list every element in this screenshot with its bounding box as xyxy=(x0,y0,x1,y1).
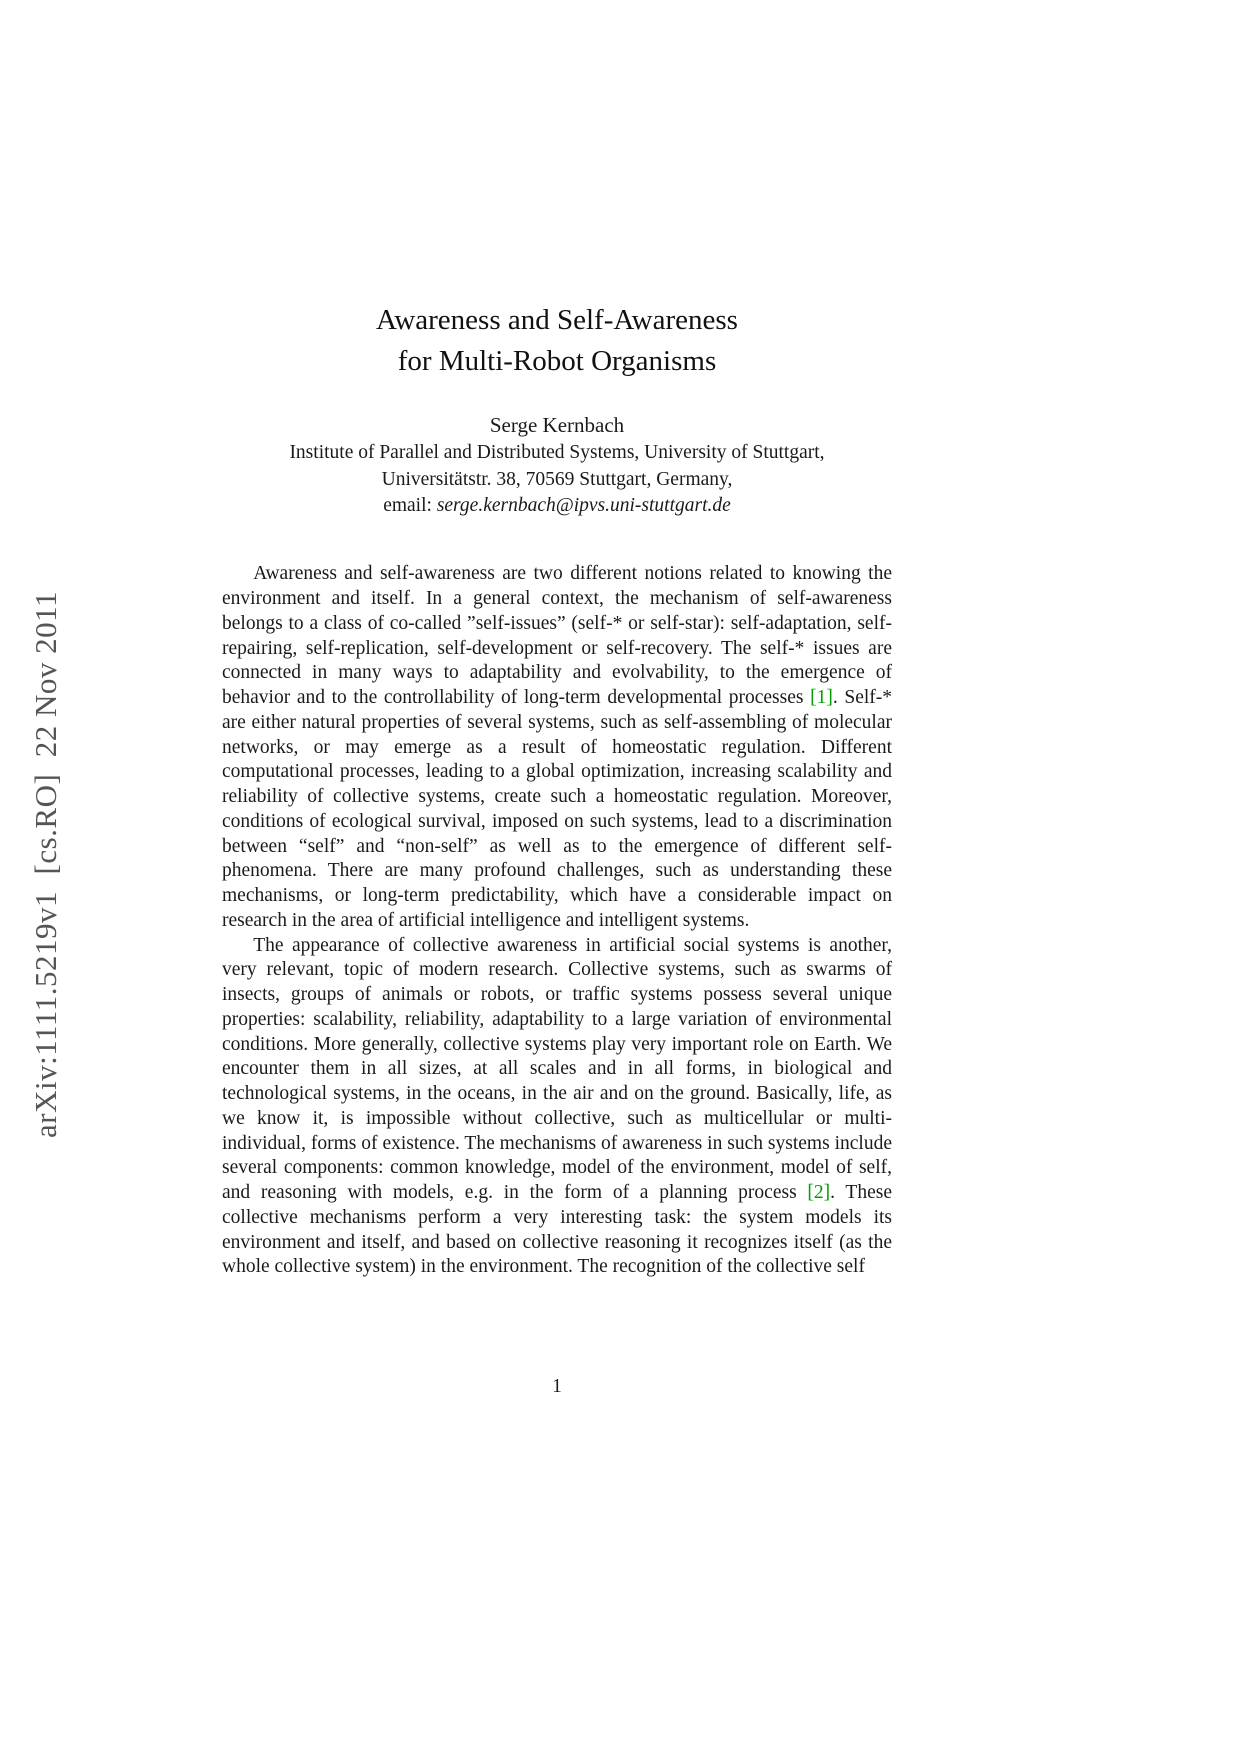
email-address: serge.kernbach@ipvs.uni-stuttgart.de xyxy=(436,495,731,517)
paragraph-2 xyxy=(222,934,892,1281)
arxiv-watermark: arXiv:1111.5219v1 [cs.RO] 22 Nov 2011 xyxy=(28,590,63,1138)
paragraph-1 xyxy=(222,562,892,933)
affiliation-line-2: Universitätstr. 38, 70569 Stuttgart, Germany, xyxy=(381,468,733,490)
title-line-2: for Multi-Robot Organisms xyxy=(397,345,717,378)
title-line-1: Awareness and Self-Awareness xyxy=(376,304,738,336)
affiliation-line-1: Institute of Parallel and Distributed Systems, University of Stuttgart, xyxy=(289,441,825,463)
paragraph-2-text-before: The appearance of collective awareness in artificial social systems is another, very relevant, topic of modern research. Collective systems, such as swarms of insects, groups of animals or robots, or traffic systems possess several unique properties: scalability, reliability, adaptability to a large variation of environmental conditions. More generally, collective systems play very important role on Earth. We encounter them in all sizes, at all scales and in all forms, in biological and technological systems, in the oceans, in the air and on the ground. Basically, life, as we know it, is impossible without collective, such as multicellular or multi-individual, forms of existence. The mechanisms of awareness in such systems include several components: common knowledge, model of the environment, model of self, and reasoning with models, e.g. in the form of a planning process xyxy=(222,934,892,1204)
author-name: Serge Kernbach xyxy=(489,413,625,438)
paragraph-1-text-before: Awareness and self-awareness are two different notions related to knowing the environment and itself. In a general context, the mechanism of self-awareness belongs to a class of co-called ”self-issues” (self-* or self-star): self-adaptation, self-repairing, self-replication, self-development or self-recovery. The self-* issues are connected in many ways to adaptability and evolvability, to the emergence of behavior and to the controllability of long-term developmental processes xyxy=(222,563,892,709)
email-label: email: xyxy=(383,495,437,517)
paragraph-2-text-after: . These collective mechanisms perform a very interesting task: the system models its environment and itself, and based on collective reasoning it recognizes itself (as the whole collective system) in the environment. The recognition of the collective self xyxy=(222,1182,892,1278)
citation-link-2[interactable]: [2] xyxy=(807,1182,831,1204)
paragraph-1-text-after: . Self-* are either natural properties of several systems, such as self-assembling of molecular networks, or may emerge as a result of homeostatic regulation. Different computational processes, leading to a global optimization, increasing scalability and reliability of collective systems, create such a homeostatic regulation. Moreover, conditions of ecological survival, imposed on such systems, lead to a discrimination between “self” and “non-self” as well as to the emergence of different self-phenomena. There are many profound challenges, such as understanding these mechanisms, or long-term predictability, which have a considerable impact on research in the area of artificial intelligence and intelligent systems. xyxy=(222,687,893,931)
citation-link-1[interactable]: [1] xyxy=(810,687,833,709)
paper-title xyxy=(222,300,892,382)
email-line xyxy=(222,493,892,520)
page-number: 1 xyxy=(552,1376,562,1397)
paper-content xyxy=(222,0,892,1280)
abstract-body xyxy=(222,562,892,1280)
